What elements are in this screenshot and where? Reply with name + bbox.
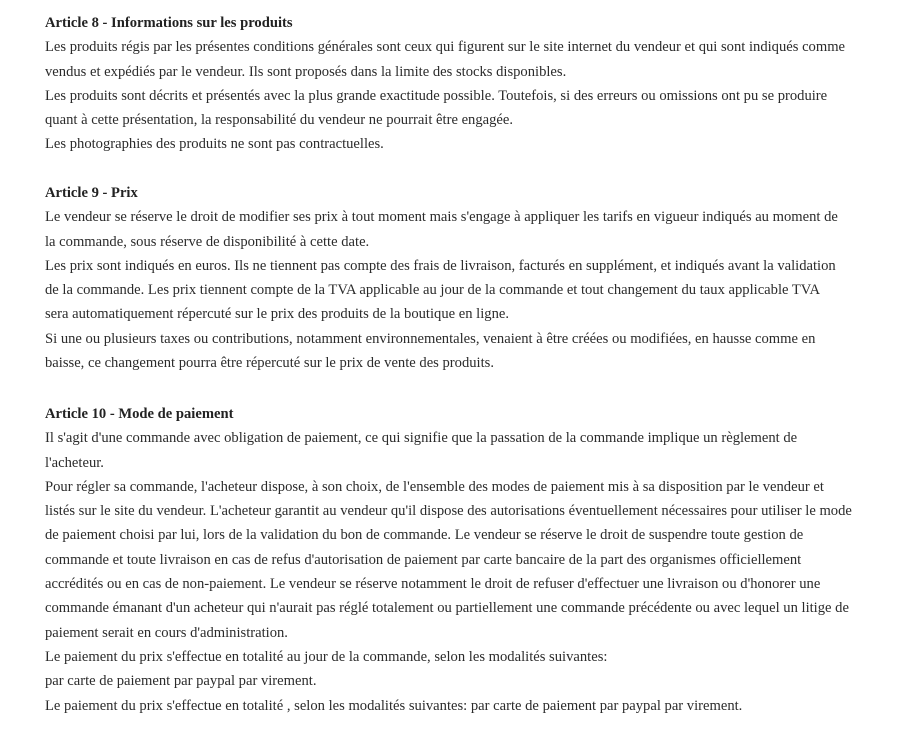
paragraph-line: commande émanant d'un acheteur qui n'aurait pas réglé totalement ou partiellement une commande précédente ou avec lequel un litige de (45, 600, 849, 617)
paragraph-line: l'acheteur. (45, 454, 104, 471)
paragraph-line: quant à cette présentation, la responsabilité du vendeur ne pourrait être engagée. (45, 112, 514, 129)
paragraph-line: accrédités ou en cas de non-paiement. Le vendeur se réserve notamment le droit de refuser d'effectuer une livraison ou d'honorer une (45, 576, 821, 593)
article-10 (45, 402, 871, 718)
paragraph-line: Les photographies des produits ne sont pas contractuelles. (45, 136, 384, 153)
paragraph-line: par carte de paiement par paypal par virement. (45, 673, 317, 690)
article-title: Article 8 - Informations sur les produits (45, 15, 293, 31)
paragraph-line: de la commande. Les prix tiennent compte de la TVA applicable au jour de la commande et tout changement du taux applicable TVA (45, 282, 820, 299)
paragraph-line: sera automatiquement répercuté sur le prix des produits de la boutique en ligne. (45, 306, 510, 323)
paragraph-line: la commande, sous réserve de disponibilité à cette date. (45, 233, 370, 250)
paragraph-line: paiement serait en cours d'administration. (45, 624, 288, 641)
paragraph-line: Si une ou plusieurs taxes ou contributions, notamment environnementales, venaient à être créées ou modifiées, en hausse comme en (45, 330, 816, 347)
article-8 (45, 11, 871, 157)
paragraph-line: Pour régler sa commande, l'acheteur dispose, à son choix, de l'ensemble des modes de paiement mis à sa disposition par le vendeur et (45, 478, 824, 495)
paragraph-line: Il s'agit d'une commande avec obligation de paiement, ce qui signifie que la passation de la commande implique un règlement de (45, 430, 798, 447)
article-9 (45, 181, 871, 375)
paragraph-line: de paiement choisi par lui, lors de la validation du bon de commande. Le vendeur se réserve le droit de suspendre toute gestion de (45, 527, 804, 544)
article-title: Article 9 - Prix (45, 185, 138, 201)
paragraph-line: Le vendeur se réserve le droit de modifier ses prix à tout moment mais s'engage à appliquer les tarifs en vigueur indiqués au moment de (45, 209, 838, 226)
paragraph-line: Les prix sont indiqués en euros. Ils ne tiennent pas compte des frais de livraison, facturés en supplément, et indiqués avant la validation (45, 257, 836, 274)
article-title: Article 10 - Mode de paiement (45, 406, 234, 422)
paragraph-line: commande et toute livraison en cas de refus d'autorisation de paiement par carte bancaire de la part des organismes officiellement (45, 551, 802, 568)
paragraph-line: Les produits régis par les présentes conditions générales sont ceux qui figurent sur le site internet du vendeur et qui sont indiqués comme (45, 39, 846, 56)
paragraph-line: Le paiement du prix s'effectue en totalité au jour de la commande, selon les modalités suivantes: (45, 648, 608, 665)
paragraph-line: Les produits sont décrits et présentés avec la plus grande exactitude possible. Toutefois, si des erreurs ou omissions ont pu se produire (45, 87, 828, 104)
paragraph-line: Le paiement du prix s'effectue en totalité , selon les modalités suivantes: par carte de paiement par paypal par virement. (45, 697, 743, 714)
paragraph-line: listés sur le site du vendeur. L'acheteur garantit au vendeur qu'il dispose des autorisations éventuellement nécessaires pour utiliser le mode (45, 503, 852, 520)
paragraph-line: vendus et expédiés par le vendeur. Ils sont proposés dans la limite des stocks disponibles. (45, 63, 567, 80)
paragraph-line: baisse, ce changement pourra être répercuté sur le prix de vente des produits. (45, 355, 494, 372)
